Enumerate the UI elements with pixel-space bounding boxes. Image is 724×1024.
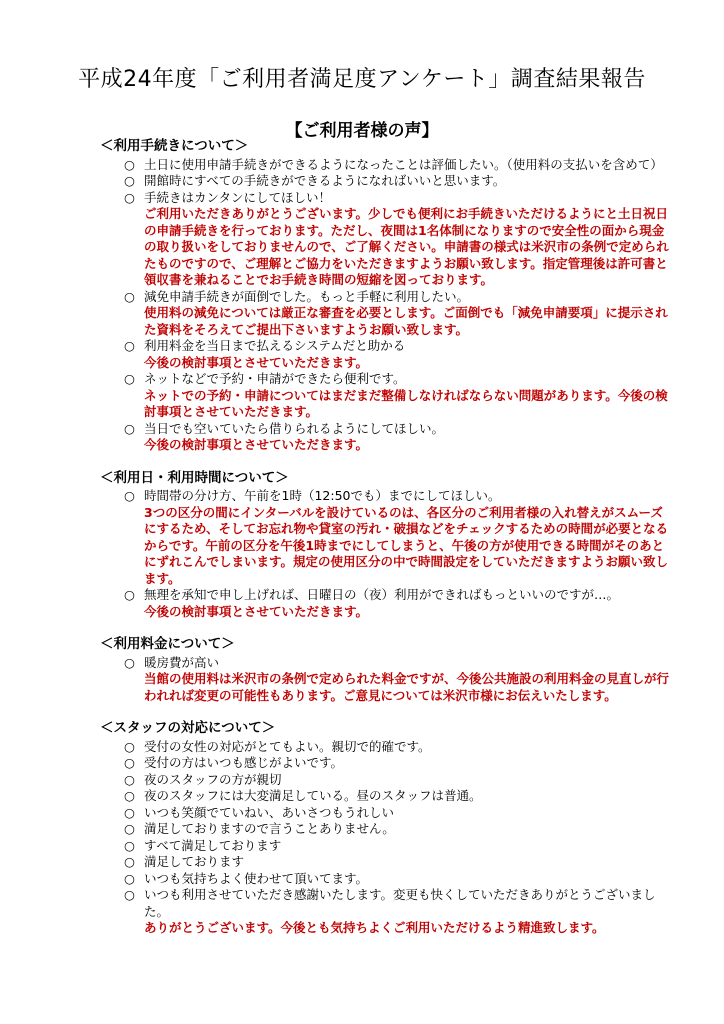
comment-item	[100, 871, 670, 888]
circle-bullet-icon: ○	[124, 887, 135, 902]
circle-bullet-icon: ○	[124, 189, 135, 205]
staff-response: ありがとうございます。今後とも気持ちよくご利用いただけるよう精進致します。	[144, 920, 605, 935]
comment-item	[100, 854, 670, 871]
staff-response: 今後の検討事項とさせていただきます。	[144, 354, 369, 370]
comment-item	[100, 655, 670, 705]
comment-list	[100, 739, 670, 937]
page-title: 平成24年度「ご利用者満足度アンケート」調査結果報告	[78, 67, 646, 92]
section-heading: ＜利用料金について＞	[100, 636, 235, 652]
user-comment: 利用料金を当日まで払えるシステムだと助かる	[144, 338, 406, 353]
section-heading: ＜利用日・利用時間について＞	[100, 469, 289, 486]
survey-content	[100, 138, 670, 953]
user-comment: 時間帯の分け方、午前を1時（12:50でも）までにしてほしい。	[144, 488, 501, 503]
circle-bullet-icon: ○	[124, 854, 135, 869]
user-comment: 無理を承知で申し上げれば、日曜日の（夜）利用ができればもっといいのですが…。	[144, 587, 620, 602]
section-heading: ＜利用手続きについて＞	[100, 138, 249, 154]
user-comment: いつも利用させていただき感謝いたします。変更も快くしていただきありがとうございました。	[144, 887, 656, 919]
user-comment: 土日に使用申請手続きができるようになったことは評価したい。（使用料の支払いを含めて）	[144, 156, 663, 172]
comment-item	[100, 755, 670, 772]
circle-bullet-icon: ○	[124, 420, 135, 436]
user-comment: 開館時にすべての手続きができるようになればいいと思います。	[144, 173, 506, 188]
user-comment: 暖房費が高い	[144, 654, 220, 670]
circle-bullet-icon: ○	[124, 804, 135, 820]
survey-section	[100, 636, 670, 704]
comment-item	[100, 788, 670, 805]
user-comment: ネットなどで予約・申請ができたら便利です。	[144, 371, 406, 386]
circle-bullet-icon: ○	[124, 371, 135, 386]
staff-response: 当館の使用料は米沢市の条例で定められた料金ですが、今後公共施設の利用料金の見直しが行われれば変更の可能性もあります。ご意見については米沢市様にお伝えいたします。	[144, 671, 670, 703]
circle-bullet-icon: ○	[124, 771, 135, 787]
user-comment: 受付の女性の対応がとてもよい。親切で的確です。	[144, 738, 431, 754]
user-comment: すべて満足しております	[144, 837, 282, 853]
comment-item	[100, 887, 670, 937]
circle-bullet-icon: ○	[124, 654, 135, 670]
comment-list	[100, 655, 670, 705]
page-subtitle: 【ご利用者様の声】	[285, 121, 439, 141]
user-comment: 当日でも空いていたら借りられるようにしてほしい。	[144, 420, 445, 436]
comment-item	[100, 289, 670, 339]
circle-bullet-icon: ○	[124, 788, 135, 803]
user-comment: いつも笑顔でていねい、あいさつもうれしい	[144, 804, 395, 820]
user-comment: いつも気持ちよく使わせて頂いてます。	[144, 870, 369, 886]
user-comment: 夜のスタッフの方が親切	[144, 771, 282, 787]
user-comment: 夜のスタッフには大変満足している。昼のスタッフは普通。	[144, 788, 482, 803]
comment-item	[100, 371, 670, 421]
staff-response: 3つの区分の間にインターバルを設けているのは、各区分のご利用者様の入れ替えがスムーズにするため、そしてお忘れ物や貸室の汚れ・破損などをチェックするための時間が必要となるからです。午前の区分を午後1時までにしてしまうと、午後の方が使用できる時間がそのあとにずれこんでしまいます。規定の使用区分の中で時間設定をしていただきますようお願い致します。	[144, 504, 669, 586]
comment-item	[100, 338, 670, 371]
comment-item	[100, 838, 670, 855]
survey-section	[100, 720, 670, 937]
survey-section	[100, 470, 670, 621]
user-comment: 受付の方はいつも感じがよいです。	[144, 755, 344, 770]
comment-item	[100, 190, 670, 289]
staff-response: ネットでの予約・申請についてはまだまだ整備しなければならない問題があります。今後の検討事項とさせていただきます。	[144, 387, 668, 419]
circle-bullet-icon: ○	[124, 738, 135, 754]
circle-bullet-icon: ○	[124, 755, 135, 770]
comment-item	[100, 173, 670, 190]
section-heading: ＜スタッフの対応について＞	[100, 720, 276, 736]
user-comment: 満足しておりますので言うことありません。	[144, 821, 395, 836]
staff-response: 今後の検討事項とさせていただきます。	[144, 603, 369, 619]
comment-item	[100, 739, 670, 756]
circle-bullet-icon: ○	[124, 837, 135, 853]
circle-bullet-icon: ○	[124, 821, 135, 836]
survey-section	[100, 138, 670, 454]
comment-item	[100, 772, 670, 789]
comment-item	[100, 157, 670, 174]
comment-item	[100, 805, 670, 822]
staff-response: 使用料の減免については厳正な審査を必要とします。ご面倒でも「減免申請要項」に提示された資料をそろえてご提出下さいますようお願い致します。	[144, 305, 668, 337]
comment-list	[100, 488, 670, 620]
circle-bullet-icon: ○	[124, 338, 135, 353]
user-comment: 手続きはカンタンにしてほしい！	[144, 189, 332, 205]
circle-bullet-icon: ○	[124, 488, 135, 503]
circle-bullet-icon: ○	[124, 173, 135, 188]
comment-item	[100, 821, 670, 838]
user-comment: 減免申請手続きが面倒でした。もっと手軽に利用したい。	[144, 288, 470, 304]
user-comment: 満足しております	[144, 854, 245, 869]
comment-item	[100, 421, 670, 454]
comment-item	[100, 587, 670, 620]
staff-response: ご利用いただきありがとうございます。少しでも便利にお手続きいただけるようにと土日祝日の申請手続きを行っております。ただし、夜間は1名体制になりますので安全性の面から現金の取り扱いをしておりませんので、ご了解ください。申請書の様式は米沢市の条例で定められたものですので、ご理解とご協力をいただきますようお願い致します。指定管理後は許可書と領収書を兼ねることでお手続き時間の短縮を図っております。	[144, 206, 669, 287]
circle-bullet-icon: ○	[124, 156, 135, 172]
staff-response: 今後の検討事項とさせていただきます。	[144, 437, 369, 452]
comment-list	[100, 157, 670, 454]
comment-item	[100, 488, 670, 587]
circle-bullet-icon: ○	[124, 587, 135, 602]
circle-bullet-icon: ○	[124, 288, 135, 304]
circle-bullet-icon: ○	[124, 870, 135, 886]
